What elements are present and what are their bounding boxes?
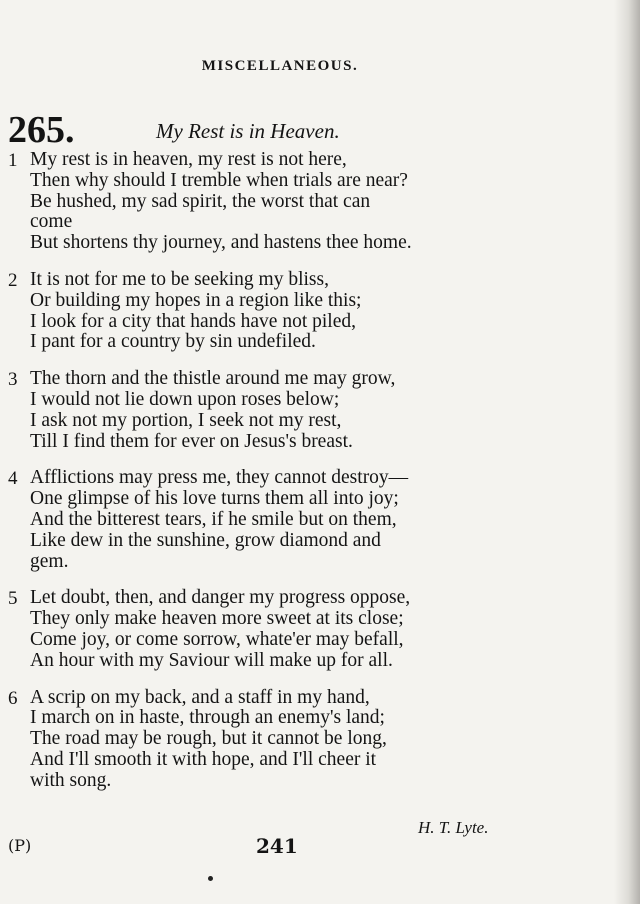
printer-mark: (P) <box>8 836 32 855</box>
page-number: 241 <box>256 834 298 858</box>
ink-speck <box>208 876 213 881</box>
verse-4 <box>8 468 568 572</box>
verse-line: Be hushed, my sad spirit, the worst that can <box>30 190 371 212</box>
verse-number: 5 <box>8 588 18 610</box>
verse-line: I march on in haste, through an enemy's land; <box>30 707 385 729</box>
verse-line: Afflictions may press me, they cannot destroy— <box>30 467 409 489</box>
verse-line: with song. <box>30 769 112 791</box>
verse-line: It is not for me to be seeking my bliss, <box>30 268 329 290</box>
verse-line: My rest is in heaven, my rest is not here, <box>30 149 347 170</box>
verse-line: A scrip on my back, and a staff in my hand, <box>30 686 370 708</box>
verse-line: Let doubt, then, and danger my progress oppose, <box>30 587 411 609</box>
verse-line: The thorn and the thistle around me may grow, <box>30 368 396 390</box>
section-header: MISCELLANEOUS. <box>201 58 359 74</box>
verse-number: 4 <box>8 468 18 490</box>
verse-line: I would not lie down upon roses below; <box>30 388 340 410</box>
verse-line: gem. <box>30 550 69 572</box>
verse-line: I pant for a country by sin undefiled. <box>30 331 316 353</box>
verse-line: They only make heaven more sweet at its close; <box>30 608 404 630</box>
verse-line: Till I find them for ever on Jesus's breast. <box>30 430 353 452</box>
verse-number: 3 <box>8 369 18 391</box>
verse-3 <box>8 369 568 452</box>
verse-line: The road may be rough, but it cannot be long, <box>30 728 387 750</box>
verse-line: Then why should I tremble when trials are near? <box>30 169 408 191</box>
verse-line: And I'll smooth it with hope, and I'll cheer it <box>30 748 377 770</box>
verse-number: 2 <box>8 269 18 291</box>
verse-line: Like dew in the sunshine, grow diamond and <box>30 529 381 551</box>
verse-line: An hour with my Saviour will make up for all. <box>30 649 393 671</box>
verse-line: I ask not my portion, I seek not my rest, <box>30 409 342 431</box>
verse-1 <box>8 150 568 254</box>
page-edge-shadow <box>614 0 640 904</box>
verse-line: But shortens thy journey, and hastens thee home. <box>30 232 412 254</box>
verse-line: And the bitterest tears, if he smile but on them, <box>30 508 397 530</box>
author-signature: H. T. Lyte. <box>418 818 489 837</box>
verse-2 <box>8 270 568 353</box>
verse-line: come <box>30 211 73 233</box>
verse-6 <box>8 688 568 792</box>
verse-line: Or building my hopes in a region like this; <box>30 289 362 311</box>
hymn-number: 265. <box>8 109 75 151</box>
hymn-title: My Rest is in Heaven. <box>156 119 340 143</box>
verse-number: 6 <box>8 687 18 709</box>
verse-number: 1 <box>8 150 18 171</box>
verse-line: One glimpse of his love turns them all into joy; <box>30 488 399 510</box>
verse-line: Come joy, or come sorrow, whate'er may befall, <box>30 628 404 650</box>
verses-container <box>8 150 568 808</box>
verse-5 <box>8 588 568 671</box>
verse-line: I look for a city that hands have not piled, <box>30 310 356 332</box>
